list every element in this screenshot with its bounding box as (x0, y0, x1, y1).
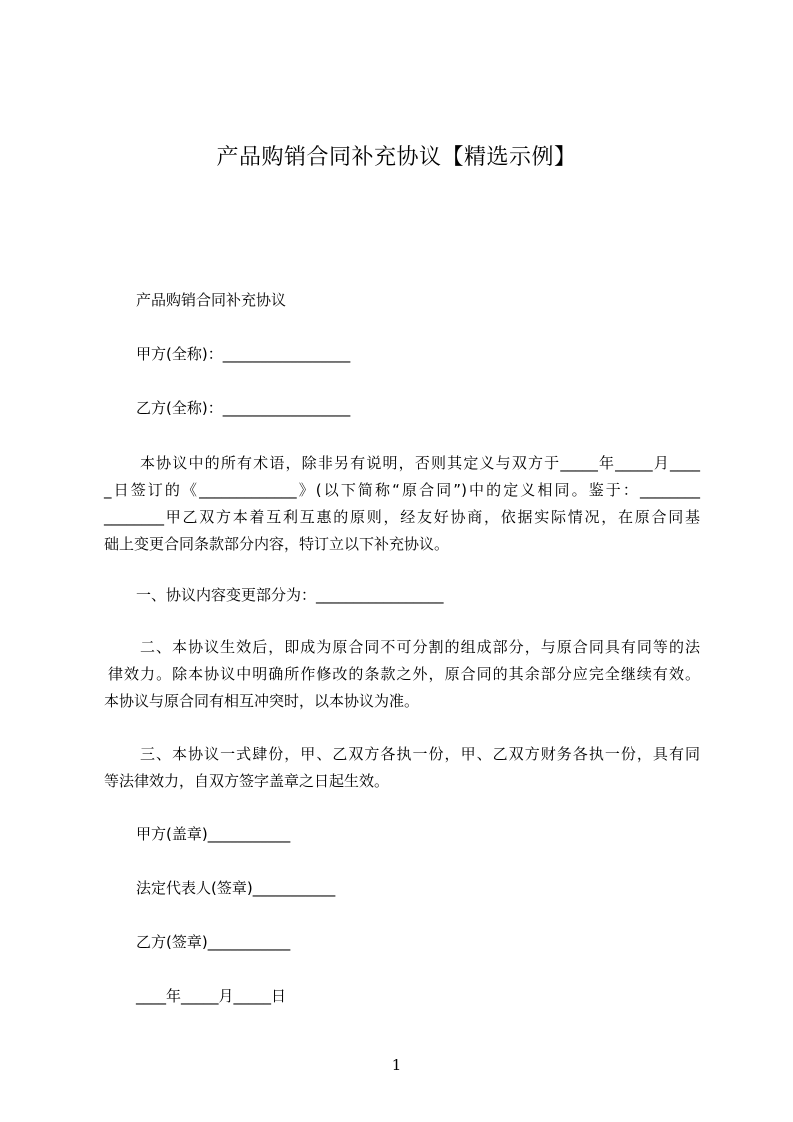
clause2-line-3: 本协议与原合同有相互冲突时，以本协议为准。 (104, 692, 420, 710)
page-number: 1 (391, 1056, 402, 1074)
clause2-line-2: 律效力。除本协议中明确所作修改的条款之外，原合同的其余部分应完全继续有效。 (108, 665, 700, 683)
clause1-line: 一、协议内容变更部分为：_________________ (136, 586, 444, 604)
para1-line-2: _日签订的《_____________》(以下简称“原合同”)中的定义相同。鉴于：________ (104, 481, 700, 499)
sign-party-a: 甲方(盖章)___________ (136, 825, 291, 843)
subtitle: 产品购销合同补充协议 (136, 291, 287, 309)
sign-date: ____年_____月_____日 (136, 987, 287, 1005)
clause2-line-1: 二、本协议生效后，即成为原合同不可分割的组成部分，与原合同具有同等的法 (140, 638, 700, 656)
sign-party-b: 乙方(签章)___________ (136, 933, 291, 951)
document-title: 产品购销合同补充协议【精选示例】 (216, 145, 577, 170)
party-a-line: 甲方(全称)：_________________ (136, 345, 351, 363)
para1-line-4: 础上变更合同条款部分内容，特订立以下补充协议。 (104, 535, 450, 553)
clause3-line-1: 三、本协议一式肆份，甲、乙双方各执一份，甲、乙双方财务各执一份，具有同 (140, 745, 700, 763)
para1-line-1: 本协议中的所有术语，除非另有说明，否则其定义与双方于_____年_____月____ (140, 454, 700, 472)
clause3-line-2: 等法律效力，自双方签字盖章之日起生效。 (104, 772, 390, 790)
sign-legal-rep: 法定代表人(签章)___________ (136, 879, 336, 897)
para1-line-3: ________甲乙双方本着互利互惠的原则，经友好协商，依据实际情况，在原合同基 (104, 508, 700, 526)
party-b-line: 乙方(全称)：_________________ (136, 399, 351, 417)
